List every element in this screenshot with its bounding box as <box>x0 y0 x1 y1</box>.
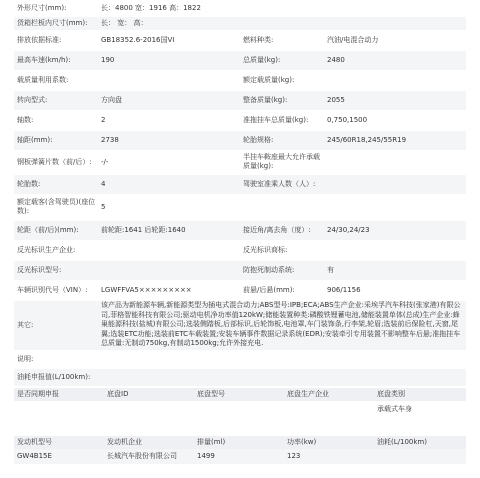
overhang-value: 906/1156 <box>327 285 361 294</box>
engine-model-cell: GW4B15E <box>14 449 104 464</box>
spec-row-emission <box>14 30 466 50</box>
fuel-value: 汽油/电混合动力 <box>327 35 379 44</box>
engine-header-row <box>14 436 466 449</box>
chassis-header-category: 底盘类别 <box>374 388 466 401</box>
engine-header-fuel: 油耗(L/100km) <box>374 436 466 449</box>
spec-row-fuel-consumption <box>14 368 466 386</box>
chassis-header-id: 底盘ID <box>104 388 194 401</box>
other-label: 其它: <box>14 300 98 350</box>
engine-row <box>14 449 466 464</box>
total-mass-label: 总质量(kg): <box>240 50 324 70</box>
chassis-category-cell: 承载式车身 <box>377 405 412 413</box>
spec-row-tires <box>14 174 466 194</box>
engine-header-model: 发动机型号 <box>14 436 104 449</box>
engine-maker-cell: 长城汽车股份有限公司 <box>104 449 194 464</box>
emission-label: 排放依据标准: <box>17 35 62 44</box>
spec-row-reflector <box>14 240 466 260</box>
reflector-model-value <box>98 260 240 280</box>
max-speed-value: 190 <box>98 50 240 70</box>
chassis-maker-cell <box>284 401 374 418</box>
spec-row-axles <box>14 110 466 130</box>
spec-row-springs <box>14 150 466 174</box>
passengers-label: 额定载客(含驾驶员)(座位数): <box>17 198 96 215</box>
tire-count-value: 4 <box>98 174 240 194</box>
chassis-header-row <box>14 388 466 401</box>
semitrailer-value <box>324 150 466 174</box>
spec-row-abs <box>14 260 466 280</box>
steering-label: 转向型式: <box>14 90 98 110</box>
max-speed-label: 最高车速(km/h): <box>14 50 98 70</box>
engine-power-cell: 123 <box>284 449 374 464</box>
engine-displacement-cell: 1499 <box>194 449 284 464</box>
reflector-model-label: 反光标识型号: <box>14 260 98 280</box>
chassis-header-maker: 底盘生产企业 <box>284 388 374 401</box>
trailer-mass-label: 准拖挂车总质量(kg): <box>243 115 309 124</box>
load-util-label: 载质量利用系数: <box>17 75 69 84</box>
total-mass-value: 2480 <box>324 50 466 70</box>
track-value: 前轮距:1641 后轮距:1640 <box>98 220 240 240</box>
other-value: 该产品为新能源车辆,新能源类型为插电式混合动力;ABS型号:IPB;ECA;ABS生产企业:采埃孚汽车科技(张家港)有限公司,菲格智能科技有限公司;驱动电机净功率值120kW;储能装置种类:磷酸铁锂蓄电池,储能装置单体(总成)生产企业:蜂巢能源科技(盐城)有限公司;选装侧踏板,后部标识,后轮饰板,电池罩,车门装饰条,行李架,轮眉;选装前后保险杠,天窗,尾翼;选装ETC功能;选装前ETC车载装置;安装车辆事件数据记录系统(EDR);安装牵引专用装置不影响整车后悬;准拖挂车总质量:无制动750kg,有制动1500kg;允许外接充电. <box>98 300 466 350</box>
spec-row-cargo <box>14 16 466 30</box>
curb-mass-value: 2055 <box>324 90 466 110</box>
passengers-value: 5 <box>101 202 106 211</box>
steering-value: 方向盘 <box>98 90 240 110</box>
reflector-maker-value <box>98 240 240 260</box>
reflector-brand-label: 反光标识商标: <box>243 245 288 254</box>
load-util-value <box>98 70 240 90</box>
chassis-sync-cell <box>14 401 104 418</box>
spring-label: 钢板弹簧片数（前/后）: <box>17 157 92 166</box>
spec-row-other <box>14 300 466 350</box>
tire-count-label: 轮胎数: <box>14 174 98 194</box>
track-label: 轮距（前/后)(mm): <box>14 220 98 240</box>
engine-header-power: 功率(kw) <box>284 436 374 449</box>
spec-row-load <box>14 70 466 90</box>
spec-row-passengers <box>14 194 466 220</box>
spec-row-speed <box>14 50 466 70</box>
cargo-dims-label: 货箱栏板内尺寸(mm): <box>14 16 98 30</box>
vin-value: LGWFFVA5××××××××× <box>101 285 192 294</box>
chassis-id-cell <box>104 401 194 418</box>
cargo-dims-value: 长： 宽： 高： <box>98 16 466 30</box>
tire-spec-value: 245/60R18,245/55R19 <box>324 130 466 150</box>
dimensions-value: 长：4800 宽：1916 高：1822 <box>101 4 201 13</box>
spring-value: -/- <box>101 157 109 166</box>
chassis-table <box>14 388 466 418</box>
note-value <box>98 350 466 368</box>
reflector-maker-label: 反光标识生产企业: <box>17 245 76 254</box>
reflector-brand-value <box>324 240 466 260</box>
cab-seats-label: 驾驶室准乘人数（人）: <box>240 174 324 194</box>
engine-header-maker: 发动机企业 <box>104 436 194 449</box>
spec-row-vin <box>14 280 466 300</box>
angles-label: 接近角/离去角（度）: <box>240 220 324 240</box>
abs-value: 有 <box>324 260 466 280</box>
trailer-mass-value: 0,750,1500 <box>327 115 368 124</box>
engine-header-displacement: 排量(ml) <box>194 436 284 449</box>
spec-row-note <box>14 350 466 368</box>
spec-row-track <box>14 220 466 240</box>
wheelbase-label: 轴距(mm): <box>14 130 98 150</box>
fuel-cons-label: 油耗申报值(L/100km): <box>14 368 98 386</box>
rated-load-value <box>324 70 466 90</box>
spec-row-wheelbase <box>14 130 466 150</box>
semitrailer-label: 半挂车鞍座最大允许承载质量(kg): <box>243 153 320 170</box>
spec-table <box>14 2 466 387</box>
rated-load-label: 额定载质量(kg): <box>243 75 295 84</box>
tire-spec-label: 轮胎规格: <box>240 130 324 150</box>
fuel-label: 燃料种类: <box>243 35 274 44</box>
chassis-header-model: 底盘型号 <box>194 388 284 401</box>
chassis-row <box>14 401 466 418</box>
vin-label: 车辆识别代号（VIN）: <box>17 285 88 294</box>
cab-seats-value <box>324 174 466 194</box>
spec-row-dimensions <box>14 2 466 16</box>
abs-label: 防抱死制动系统: <box>240 260 324 280</box>
angles-value: 24/30,24/23 <box>324 220 466 240</box>
chassis-header-sync: 是否同期申报 <box>14 388 104 401</box>
fuel-cons-value <box>98 368 466 386</box>
note-label: 说明: <box>17 354 34 363</box>
overhang-label: 前悬/后悬(mm): <box>243 285 295 294</box>
chassis-model-cell <box>194 401 284 418</box>
curb-mass-label: 整备质量(kg): <box>240 90 324 110</box>
axles-value: 2 <box>101 115 106 124</box>
spec-row-steering <box>14 90 466 110</box>
engine-fuel-cell <box>374 449 466 464</box>
axles-label: 轴数: <box>17 115 34 124</box>
engine-table <box>14 436 466 464</box>
emission-value: GB18352.6-2016国VI <box>101 35 175 44</box>
wheelbase-value: 2738 <box>98 130 240 150</box>
dimensions-label: 外形尺寸(mm): <box>17 4 67 13</box>
